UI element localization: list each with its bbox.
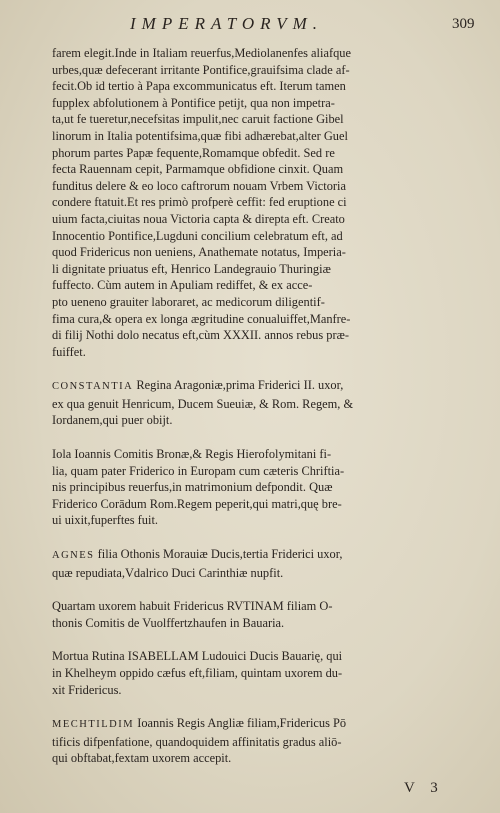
- paragraph: [52, 546, 460, 581]
- line-text: Friderico Corādum Rom.Regem peperit,qui matri,quę bre-: [52, 496, 342, 511]
- line-text: Regina Aragoniæ,prima Friderici II. uxor,: [136, 378, 344, 393]
- text-line: [52, 261, 460, 278]
- line-text: urbes,quæ defecerant irritante Pontifice,grauifsima clade af-: [52, 62, 350, 77]
- line-text: uium facta,ciuitas noua Victoria capta & direpta eft. Creato: [52, 211, 345, 226]
- line-text: ui uixit,fuperftes fuit.: [52, 513, 158, 528]
- paragraph: [52, 598, 460, 631]
- text-line: [52, 396, 460, 413]
- text-body: [52, 45, 460, 767]
- line-text: fupplex abfolutionem à Pontifice petijt, qua non impetra-: [52, 95, 335, 110]
- text-line: [52, 463, 460, 480]
- line-text: quæ repudiata,Vdalrico Duci Carinthiæ nupfit.: [52, 565, 284, 580]
- paragraph: [52, 648, 460, 698]
- text-line: [52, 194, 460, 211]
- text-line: [52, 377, 460, 396]
- text-line: [52, 211, 460, 228]
- line-text: filia Othonis Morauiæ Ducis,tertia Friderici uxor,: [97, 547, 343, 562]
- name-lead: AGNES: [52, 550, 95, 562]
- line-text: Innocentio Pontifice,Lugduni concilium celebratum eft, ad: [52, 228, 343, 243]
- text-line: [52, 665, 460, 682]
- page-number: 309: [452, 16, 475, 32]
- line-text: qui obftabat,fextam uxorem accepit.: [52, 751, 232, 766]
- line-text: Mortua Rutina ISABELLAM Ludouici Ducis Bauarię, qui: [52, 649, 343, 664]
- line-text: ex qua genuit Henricum, Ducem Sueuiæ, & Rom. Regem, &: [52, 396, 354, 411]
- text-line: [52, 244, 460, 261]
- line-text: nis principibus reuerfus,in matrimonium defpondit. Quæ: [52, 480, 333, 495]
- line-text: fuiffet.: [52, 344, 86, 359]
- line-text: fecit.Ob id tertio à Papa excommunicatus eft. Iterum tamen: [52, 79, 346, 94]
- name-lead: CONSTANTIA: [52, 381, 134, 393]
- line-text: quod Fridericus non ueniens, Anathemate notatus, Imperia-: [52, 245, 346, 260]
- text-line: [52, 446, 460, 463]
- text-line: [52, 277, 460, 294]
- text-line: [52, 95, 460, 112]
- paragraph: [52, 715, 460, 767]
- text-line: [52, 145, 460, 162]
- line-text: tificis difpenfatione, quandoquidem affinitatis gradus aliō-: [52, 734, 342, 749]
- paragraph: [52, 446, 460, 529]
- signature-mark: V 3: [404, 780, 444, 796]
- line-text: Iola Ioannis Comitis Bronæ,& Regis Hierofolymitani fi-: [52, 447, 332, 462]
- text-line: [52, 228, 460, 245]
- line-text: Ioannis Regis Angliæ filiam,Fridericus Pō: [137, 716, 347, 731]
- line-text: fecta Rauennam cepit, Parmamque obfidione cinxit. Quam: [52, 162, 344, 177]
- text-line: [52, 734, 460, 751]
- name-lead: MECHTILDIM: [52, 719, 135, 731]
- line-text: xit Fridericus.: [52, 682, 122, 697]
- text-line: [52, 327, 460, 344]
- text-line: [52, 615, 460, 632]
- text-line: [52, 45, 460, 62]
- line-text: lia, quam pater Friderico in Europam cum cæteris Chriftia-: [52, 463, 345, 478]
- text-line: [52, 512, 460, 529]
- text-line: [52, 565, 460, 582]
- line-text: Iordanem,qui puer obijt.: [52, 413, 173, 428]
- text-line: [52, 546, 460, 565]
- line-text: di filij Nothi dolo necatus eft,cùm XXXII. annos rebus præ-: [52, 328, 349, 343]
- text-line: [52, 294, 460, 311]
- text-line: [52, 344, 460, 361]
- text-line: [52, 128, 460, 145]
- paragraph: [52, 377, 460, 429]
- text-line: [52, 161, 460, 178]
- line-text: fuffecto. Cùm autem in Apuliam rediffet, & ex acce-: [52, 278, 313, 293]
- text-line: [52, 479, 460, 496]
- line-text: ta,ut fe tueretur,necefsitas impulit,nec caruit factione Gibel: [52, 112, 344, 127]
- line-text: farem elegit.Inde in Italiam reuerfus,Mediolanenfes aliafque: [52, 46, 351, 60]
- line-text: funditus delere & eo loco caftrorum nouam Vrbem Victoria: [52, 178, 346, 193]
- line-text: phorum partes Papæ fequente,Romamque obfedit. Sed re: [52, 145, 335, 160]
- running-head: IMPERATORVM.: [130, 14, 324, 33]
- text-line: [52, 412, 460, 429]
- line-text: fima cura,& opera ex longa ægritudine conualuiffet,Manfre-: [52, 311, 351, 326]
- text-line: [52, 496, 460, 513]
- text-line: [52, 682, 460, 699]
- text-line: [52, 78, 460, 95]
- line-text: in Khelheym oppido cæfus eft,filiam, quintam uxorem du-: [52, 666, 343, 680]
- text-line: [52, 62, 460, 79]
- text-line: [52, 311, 460, 328]
- paragraph: [52, 45, 460, 360]
- text-line: [52, 598, 460, 615]
- line-text: condere ftatuit.Et res primò profperè ceffit: fed eruptione ci: [52, 195, 347, 210]
- line-text: thonis Comitis de Vuolffertzhaufen in Bauaria.: [52, 615, 285, 630]
- page-header: [0, 12, 500, 40]
- text-line: [52, 111, 460, 128]
- line-text: li dignitate priuatus eft, Henrico Landegrauio Thuringiæ: [52, 261, 331, 276]
- text-line: [52, 750, 460, 767]
- text-line: [52, 648, 460, 665]
- text-line: [52, 178, 460, 195]
- line-text: linorum in Italia potentifsima,quæ fibi adhærebat,alter Guel: [52, 128, 348, 143]
- text-line: [52, 715, 460, 734]
- line-text: pto ueneno grauiter laboraret, ac medicorum diligentif-: [52, 294, 325, 309]
- line-text: Quartam uxorem habuit Fridericus RVTINAM filiam O-: [52, 599, 333, 614]
